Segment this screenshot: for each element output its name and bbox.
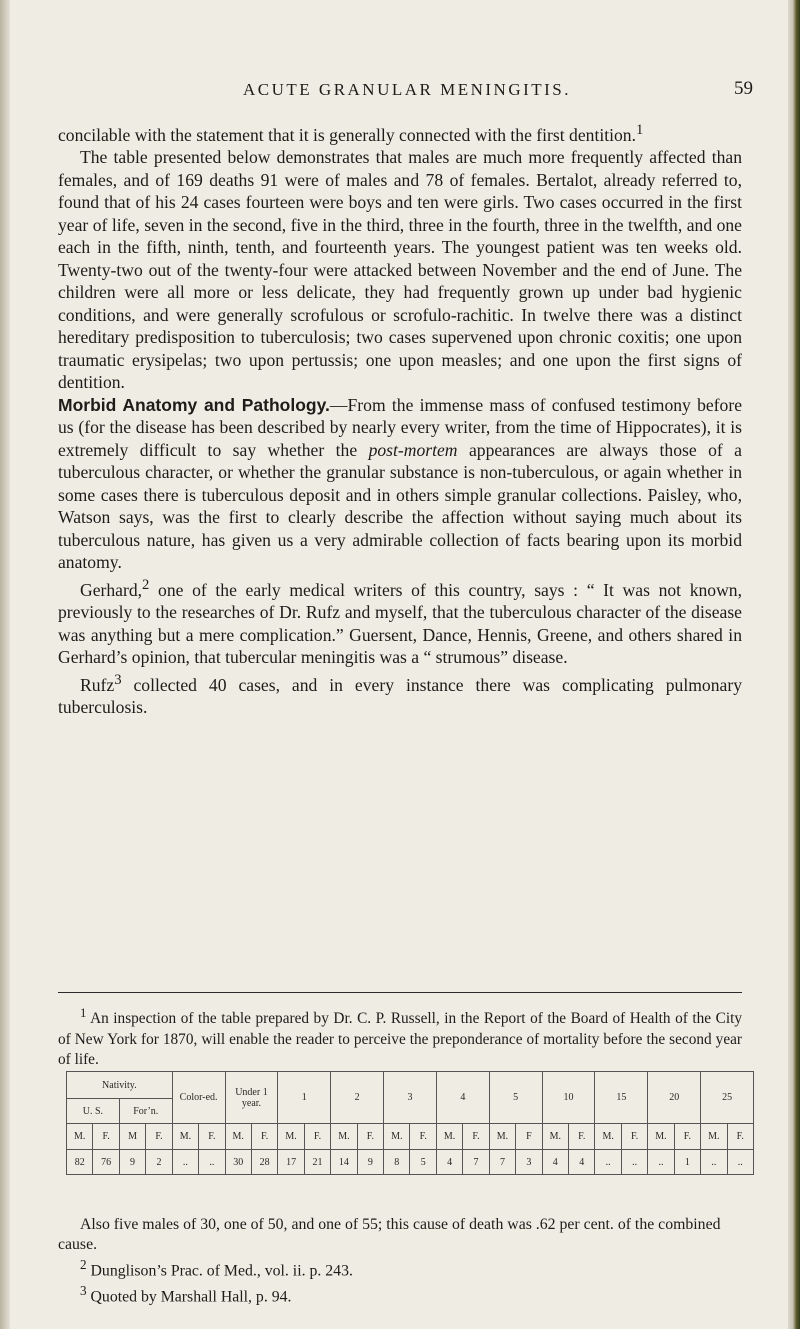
table-cell: 4 [569, 1150, 595, 1175]
sex-label: M. [436, 1124, 462, 1150]
sex-label: M. [489, 1124, 515, 1150]
sex-label: F. [463, 1124, 489, 1150]
under-1-year-header: Under 1 year. [225, 1072, 278, 1124]
table-cell: 30 [225, 1150, 251, 1175]
sex-label: F. [146, 1124, 172, 1150]
age-header: 3 [384, 1072, 437, 1124]
table-cell: 2 [146, 1150, 172, 1175]
age-header: 2 [331, 1072, 384, 1124]
table-cell: .. [199, 1150, 225, 1175]
sex-label: F. [93, 1124, 119, 1150]
section-heading: Morbid Anatomy and Pathology. [58, 394, 330, 415]
table-cell: 76 [93, 1150, 119, 1175]
footnote-ref-3[interactable]: 3 [114, 671, 122, 688]
table-cell: 5 [410, 1150, 436, 1175]
sex-label: F. [410, 1124, 436, 1150]
table-sex-row [67, 1124, 754, 1150]
sex-label: F. [569, 1124, 595, 1150]
table-cell: 1 [674, 1150, 700, 1175]
paragraph-1: concilable with the statement that it is generally connected with the first dentition.$^1$ [58, 122, 644, 145]
footnote-2: $^2$ Dunglison’s Prac. of Med., vol. ii. p. 243. [80, 1257, 353, 1280]
table-cell: 3 [516, 1150, 542, 1175]
running-title: ACUTE GRANULAR MENINGITIS. [243, 80, 572, 99]
page-left-edge [0, 0, 10, 1329]
table-cell: 28 [251, 1150, 277, 1175]
age-header: 25 [701, 1072, 754, 1124]
age-header: 5 [489, 1072, 542, 1124]
footnote-divider [58, 992, 742, 993]
table-cell: 82 [67, 1150, 93, 1175]
sex-label: F [516, 1124, 542, 1150]
main-text [58, 119, 742, 719]
sex-label: M. [67, 1124, 93, 1150]
table-cell: 8 [384, 1150, 410, 1175]
table-cell: 4 [542, 1150, 568, 1175]
sex-label: F. [199, 1124, 225, 1150]
sex-label: F. [357, 1124, 383, 1150]
page-binding-edge [788, 0, 800, 1329]
footnote-1: $^1$ An inspection of the table prepared by Dr. C. P. Russell, in the Report of the Board of Health of the City of New York for 1870, will enable the reader to perceive the preponderance of mortality before the second year of life. [58, 1006, 742, 1069]
paragraph-4: Gerhard,$^2$ one of the early medical writers of this country, says : “ It was not known, previously to the researches of Dr. Rufz and myself, that the tuberculous character of the disease was anything but a mere complication.” Guersent, Dance, Hennis, Greene, and others shared in Gerhard’s opinion, that tubercular meningitis was a “ strumous” disease. [58, 576, 742, 668]
table-cell: 21 [304, 1150, 330, 1175]
foreign-born-header: For’n. [119, 1099, 172, 1124]
sex-label: F. [251, 1124, 277, 1150]
table-cell: .. [595, 1150, 621, 1175]
table-cell: .. [172, 1150, 198, 1175]
sex-label: M. [648, 1124, 674, 1150]
table-cell: 17 [278, 1150, 304, 1175]
paragraph-5: Rufz$^3$ collected 40 cases, and in every instance there was complicating pulmonary tuberculosis. [58, 671, 742, 718]
footnote-ref-2[interactable]: 2 [142, 576, 150, 593]
table-cell: 7 [463, 1150, 489, 1175]
table-cell: 4 [436, 1150, 462, 1175]
table-cell: 14 [331, 1150, 357, 1175]
sex-label: M. [278, 1124, 304, 1150]
table-row [67, 1150, 754, 1175]
age-header: 1 [278, 1072, 331, 1124]
us-born-header: U. S. [67, 1099, 120, 1124]
table-cell: .. [727, 1150, 753, 1175]
table-note: Also five males of 30, one of 50, and one of 55; this cause of death was .62 per cent. of the combined cause. [58, 1216, 721, 1253]
footnotes [58, 1003, 742, 1071]
footnote-3: $^3$ Quoted by Marshall Hall, p. 94. [80, 1283, 292, 1306]
colored-header: Color-ed. [172, 1072, 225, 1124]
age-header: 4 [436, 1072, 489, 1124]
sex-label: M. [384, 1124, 410, 1150]
table-header-row [67, 1072, 754, 1099]
paragraph-2: The table presented below demonstrates that males are much more frequently affected than females, and of 169 deaths 91 were of males and 78 of females. Bertalot, already referred to, found that of his 24 cases fourteen were boys and ten were girls. Two cases occurred in the first year of life, seven in the second, five in the third, three in the fourth, three in the twelfth, and one each in the fifth, ninth, tenth, and fourteenth years. The youngest patient was ten weeks old. Twenty-two out of the twenty-four were attacked between November and the end of June. The children were all more or less delicate, they had frequently grown up under bad hygienic conditions, and were generally scrofulous or scrofulo-rachitic. In twelve there was a distinct hereditary predisposition to tuberculosis; two cases supervened upon chronic coxitis; one upon traumatic erysipelas; two upon pertussis; one upon measles; and one upon the first signs of dentition. [58, 147, 742, 393]
sex-label: F. [727, 1124, 753, 1150]
sex-label: F. [304, 1124, 330, 1150]
page-header [0, 80, 800, 110]
sex-label: M. [172, 1124, 198, 1150]
sex-label: M [119, 1124, 145, 1150]
table-cell: 7 [489, 1150, 515, 1175]
sex-label: M. [331, 1124, 357, 1150]
footnote-ref-1[interactable]: 1 [635, 122, 644, 138]
sex-label: M. [225, 1124, 251, 1150]
table-cell: 9 [119, 1150, 145, 1175]
page-number: 59 [734, 78, 753, 99]
age-header: 20 [648, 1072, 701, 1124]
sex-label: M. [542, 1124, 568, 1150]
sex-label: M. [701, 1124, 727, 1150]
table-cell: .. [648, 1150, 674, 1175]
sex-label: F. [621, 1124, 647, 1150]
mortality-table [66, 1071, 754, 1175]
table-cell: .. [621, 1150, 647, 1175]
nativity-header: Nativity. [67, 1072, 173, 1099]
age-header: 10 [542, 1072, 595, 1124]
age-header: 15 [595, 1072, 648, 1124]
table-cell: 9 [357, 1150, 383, 1175]
table-notes [58, 1215, 742, 1308]
table-cell: .. [701, 1150, 727, 1175]
sex-label: F. [674, 1124, 700, 1150]
sex-label: M. [595, 1124, 621, 1150]
paragraph-3: Morbid Anatomy and Pathology.—From the immense mass of confused testimony before us (for the disease has been described by nearly every writer, from the time of Hippocrates), it is extremely difficult to say whether the post-mortem appearances are always those of a tuberculous character, or whether the granular substance is non-tuberculous, or again whether in some cases there is tuberculous deposit and in others simple granular collections. Paisley, who, Watson says, was the first to clearly describe the affection without saying much about its tuberculous nature, has given us a very admirable collection of facts bearing upon its morbid anatomy. [58, 394, 743, 573]
